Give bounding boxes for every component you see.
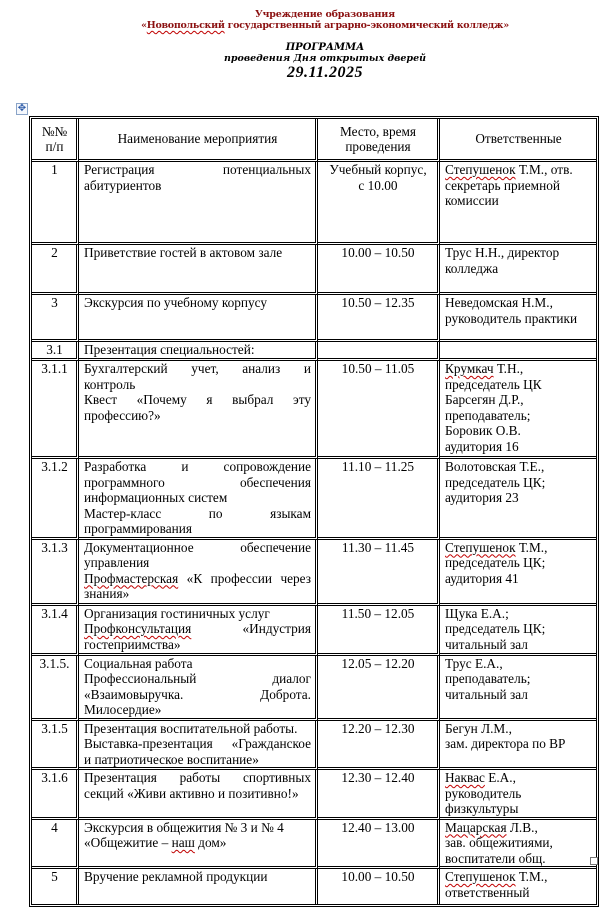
event-name (79, 721, 318, 771)
event-time-line: 12.05 – 12.20 (341, 655, 415, 671)
org-college-name: Новопольский (146, 20, 225, 31)
event-date: 29.11.2025 (286, 64, 364, 81)
event-time-place (318, 295, 440, 342)
table-row (32, 656, 596, 721)
responsible-line: Бегун Л.М., (445, 720, 512, 736)
event-name-line: Милосердие» (84, 702, 162, 717)
event-name (79, 540, 318, 606)
event-name-line: Вручение рекламной продукции (84, 869, 268, 884)
spellcheck-word: Наквас (445, 770, 485, 785)
spellcheck-word: Степушенок (445, 539, 516, 555)
row-number: 3.1.6 (32, 770, 79, 820)
responsible-line: Щука Е.А.; (445, 605, 509, 621)
event-time-line: 10.50 – 11.05 (341, 361, 415, 376)
responsible-line: Боровик О.В. (445, 423, 521, 438)
event-responsible (440, 770, 596, 820)
event-time-place (318, 820, 440, 870)
event-name-line: Презентация воспитательной работы. (84, 720, 298, 736)
event-name-line: Приветствие гостей в актовом зале (84, 245, 283, 260)
event-name-line: Презентация специальностей: (84, 342, 255, 357)
event-responsible (440, 656, 596, 721)
event-name-line: Экскурсия по учебному корпусу (84, 295, 268, 310)
org-quote-open: « (141, 20, 147, 31)
event-name-line: Организация гостиничных услуг (84, 605, 270, 621)
event-name-line: абитуриентов (84, 177, 162, 193)
table-row (32, 245, 596, 295)
org-name-line2 (0, 20, 613, 31)
event-name-line: Профмастерская «К профессии через (84, 570, 311, 586)
event-name-line: Экскурсия в общежития № 3 и № 4 (84, 819, 284, 835)
event-time-place (318, 770, 440, 820)
responsible-line: комиссии (445, 193, 499, 208)
event-responsible (440, 820, 596, 870)
event-name (79, 342, 318, 361)
row-number: 2 (32, 245, 79, 295)
spellcheck-word: Мацарская (445, 819, 507, 835)
event-time-place (318, 162, 440, 245)
event-name-line: секций «Живи активно и позитивно!» (84, 785, 299, 801)
responsible-line: зам. директора по ВР (445, 736, 566, 751)
header-num (32, 119, 79, 162)
event-responsible (440, 606, 596, 656)
header-time-line: Место, время (339, 123, 417, 139)
spellcheck-word: Крумкач (445, 361, 494, 376)
responsible-line: Мацарская Л.В., (445, 819, 538, 835)
header-name: Наименование мероприятия (79, 119, 318, 162)
event-name-line: программирования (84, 521, 193, 536)
header-num-line: №№ (41, 123, 68, 139)
spellcheck-word: Степушенок (445, 869, 516, 884)
event-time-place (318, 540, 440, 606)
event-name (79, 295, 318, 342)
event-name-line: Профконсультация «Индустрия (84, 621, 311, 636)
event-time-line: 12.40 – 13.00 (341, 819, 415, 835)
event-name-line: и патриотическое воспитание» (84, 751, 259, 767)
event-name-line: знания» (84, 586, 130, 601)
responsible-line: аудитория 41 (445, 570, 519, 586)
row-number: 3.1.5 (32, 721, 79, 771)
responsible-line: руководитель практики (445, 310, 578, 326)
event-time-line: 12.20 – 12.30 (341, 720, 415, 736)
table-row (32, 540, 596, 606)
responsible-line: читальный зал (445, 636, 528, 652)
event-name (79, 361, 318, 459)
responsible-line: Трус Н.Н., директор (445, 245, 560, 260)
event-name (79, 820, 318, 870)
event-name-line: Мастер-класс по языкам (84, 505, 311, 521)
event-time-place (318, 606, 440, 656)
event-time-line: 11.30 – 11.45 (341, 539, 415, 555)
event-name-line: Профессиональный диалог (84, 671, 311, 686)
table-row (32, 342, 596, 361)
event-name (79, 162, 318, 245)
responsible-line: председатель ЦК; (445, 621, 546, 636)
event-name (79, 656, 318, 721)
event-responsible (440, 721, 596, 771)
header-time (318, 119, 440, 162)
responsible-line: Степушенок Т.М., (445, 869, 548, 884)
event-name (79, 606, 318, 656)
table-row (32, 820, 596, 870)
event-name-line: Разработка и сопровождение (84, 459, 311, 474)
event-time-line: 10.00 – 10.50 (341, 869, 415, 884)
row-number: 3.1.2 (32, 459, 79, 540)
event-name (79, 770, 318, 820)
responsible-line: Степушенок Т.М., (445, 539, 548, 555)
table-row (32, 459, 596, 540)
program-subtitle: проведения Дня открытых дверей (223, 53, 427, 64)
event-time-line: 11.50 – 12.05 (341, 605, 415, 621)
responsible-line: Трус Е.А., (445, 655, 503, 671)
header-num-line: п/п (45, 139, 64, 154)
responsible-line: председатель ЦК (445, 376, 542, 392)
row-number: 3.1.4 (32, 606, 79, 656)
event-name-line: информационных систем (84, 490, 228, 505)
event-name-line: Документационное обеспечение (84, 539, 311, 555)
table-row (32, 295, 596, 342)
event-time-place (318, 245, 440, 295)
row-number: 4 (32, 820, 79, 870)
event-time-place (318, 656, 440, 721)
row-number: 3.1 (32, 342, 79, 361)
event-time-line: с 10.00 (358, 177, 398, 193)
event-time-line: 12.30 – 12.40 (341, 770, 415, 785)
event-responsible (440, 295, 596, 342)
responsible-line: аудитория 16 (445, 438, 519, 454)
table-row (32, 770, 596, 820)
event-time-place (318, 361, 440, 459)
header-time-line: проведения (345, 139, 411, 154)
event-name-line: «Общежитие – наш дом» (84, 835, 227, 850)
event-responsible (440, 869, 596, 904)
event-time-place (318, 869, 440, 904)
responsible-line: Крумкач Т.Н., (445, 361, 524, 376)
responsible-line: Неведомская Н.М., (445, 295, 553, 310)
event-name-line: Выставка-презентация «Гражданское (84, 736, 311, 751)
event-name (79, 459, 318, 540)
responsible-line: ответственный (445, 884, 530, 900)
responsible-line: Барсегян Д.Р., (445, 392, 524, 407)
table-row (32, 162, 596, 245)
resize-handle-icon[interactable] (590, 857, 598, 865)
responsible-line: колледжа (445, 260, 499, 276)
event-time-place (318, 721, 440, 771)
event-time-place (318, 459, 440, 540)
event-time-line: 10.50 – 12.35 (341, 295, 415, 310)
event-name (79, 869, 318, 904)
org-name-rest: государственный аграрно-экономический колледж» (224, 20, 509, 31)
responsible-line: зав. общежитиями, (445, 835, 553, 850)
row-number: 3.1.1 (32, 361, 79, 459)
spellcheck-word: Степушенок (445, 162, 516, 177)
responsible-line: председатель ЦК; (445, 474, 546, 490)
responsible-line: руководитель (445, 785, 522, 801)
event-time-line: Учебный корпус, (329, 162, 427, 177)
responsible-line: воспитатели общ. (445, 850, 546, 866)
responsible-line: председатель ЦК; (445, 555, 546, 570)
event-responsible (440, 459, 596, 540)
table-row (32, 606, 596, 656)
row-number: 1 (32, 162, 79, 245)
table-row (32, 721, 596, 771)
event-name-line: гостеприимства» (84, 636, 181, 652)
move-arrows-icon[interactable]: ✥ (17, 103, 27, 114)
header-resp: Ответственные (440, 119, 596, 162)
responsible-line: преподаватель; (445, 407, 531, 423)
row-number: 5 (32, 869, 79, 904)
table-header-row (32, 119, 596, 162)
responsible-line: Наквас Е.А., (445, 770, 516, 785)
event-name-line: программного обеспечения (84, 474, 311, 490)
responsible-line: Волотовская Т.Е., (445, 459, 545, 474)
responsible-line: физкультуры (445, 801, 519, 816)
table-row (32, 361, 596, 459)
spellcheck-word: наш (171, 835, 195, 850)
event-responsible (440, 162, 596, 245)
event-responsible (440, 361, 596, 459)
program-title: ПРОГРАММА (285, 42, 365, 53)
responsible-line: секретарь приемной (445, 177, 560, 193)
event-time-place (318, 342, 440, 361)
row-number: 3.1.3 (32, 540, 79, 606)
event-time-line: 11.10 – 11.25 (341, 459, 415, 474)
responsible-line: преподаватель; (445, 671, 531, 686)
event-time-line: 10.00 – 10.50 (341, 245, 415, 260)
event-name-line: профессию?» (84, 407, 161, 423)
event-responsible (440, 540, 596, 606)
table-row (32, 869, 596, 904)
row-number: 3 (32, 295, 79, 342)
event-responsible (440, 245, 596, 295)
responsible-line: читальный зал (445, 686, 528, 702)
program-table (29, 116, 599, 907)
event-name-line: Квест «Почему я выбрал эту (84, 392, 311, 407)
event-name-line: «Взаимовыручка. Доброта. (84, 686, 311, 702)
responsible-line: Степушенок Т.М., отв. (445, 162, 573, 177)
event-name (79, 245, 318, 295)
event-name-line: Бухгалтерский учет, анализ и (84, 361, 311, 376)
org-name-line1: Учреждение образования (255, 9, 395, 20)
event-name-line: Регистрация потенциальных (84, 162, 311, 177)
spellcheck-word: Профконсультация (84, 621, 192, 636)
responsible-line: аудитория 23 (445, 490, 519, 505)
event-responsible (440, 342, 596, 361)
event-name-line: Презентация работы спортивных (84, 770, 311, 785)
spellcheck-word: Профмастерская (84, 570, 179, 586)
event-name-line: управления (84, 555, 150, 570)
row-number: 3.1.5. (32, 656, 79, 721)
event-name-line: Социальная работа (84, 655, 193, 671)
event-name-line: контроль (84, 376, 136, 392)
